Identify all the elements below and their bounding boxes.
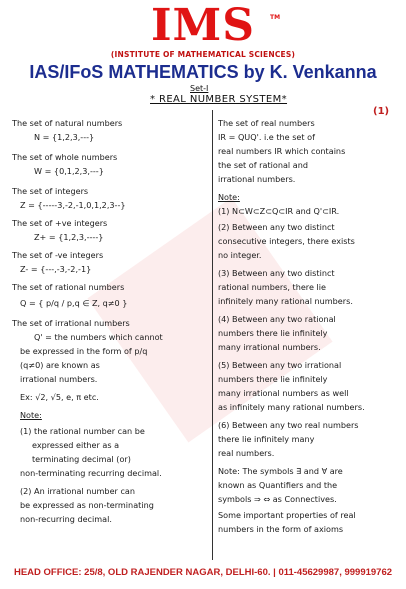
left-line: The set of irrational numbers [12, 318, 130, 328]
left-line: Q' = the numbers which cannot [34, 332, 163, 342]
right-line: (2) Between any two distinct [218, 222, 335, 232]
right-line: Some important properties of real [218, 510, 356, 520]
right-line: Note: [218, 192, 240, 202]
right-line: (4) Between any two rational [218, 314, 336, 324]
left-line: be expressed in the form of p/q [20, 346, 148, 356]
right-line: The set of real numbers [218, 118, 315, 128]
left-line: The set of natural numbers [12, 118, 123, 128]
right-line: many irrational numbers. [218, 342, 321, 352]
right-line: rational numbers, there lie [218, 282, 326, 292]
right-line: numbers there lie infinitely [218, 374, 328, 384]
left-line: W = {0,1,2,3,---} [34, 166, 104, 176]
right-line: there lie infinitely many [218, 434, 315, 444]
right-line: symbols ⇒ ⇔ as Connectives. [218, 494, 337, 504]
left-line: Z = {-----3,-2,-1,0,1,2,3--} [20, 200, 126, 210]
left-line: The set of whole numbers [12, 152, 118, 162]
left-line: non-recurring decimal. [20, 514, 112, 524]
ims-logo: IMS [150, 0, 256, 51]
left-line: Z+ = {1,2,3,----} [34, 232, 104, 242]
left-line: Ex: √2, √5, e, π etc. [20, 392, 99, 402]
left-line: terminating decimal (or) [32, 454, 131, 464]
left-line: The set of integers [12, 186, 89, 196]
right-line: IR = QUQ'. i.e the set of [218, 132, 315, 142]
right-line: Note: The symbols ∃ and ∀ are [218, 466, 343, 476]
page-number: (1) [373, 106, 390, 117]
left-line: (q≠0) are known as [20, 360, 100, 370]
right-line: consecutive integers, there exists [218, 236, 355, 246]
right-line: many irrational numbers as well [218, 388, 349, 398]
right-line: the set of rational and [218, 160, 308, 170]
left-line: N = {1,2,3,---} [34, 132, 95, 142]
left-line: Note: [20, 410, 42, 420]
chapter-title: * REAL NUMBER SYSTEM* [150, 94, 288, 105]
left-line: The set of -ve integers [12, 250, 104, 260]
right-line: numbers there lie infinitely [218, 328, 328, 338]
logo-container [0, 0, 406, 51]
left-line: non-terminating recurring decimal. [20, 468, 162, 478]
right-line: (3) Between any two distinct [218, 268, 335, 278]
right-line: infinitely many rational numbers. [218, 296, 353, 306]
left-line: The set of +ve integers [12, 218, 108, 228]
column-divider [212, 110, 213, 560]
right-line: known as Quantifiers and the [218, 480, 338, 490]
footer-address: HEAD OFFICE: 25/8, OLD RAJENDER NAGAR, DELHI-60. | 011-45629987, 999919762 [13, 567, 393, 578]
left-line: Q = { p/q / p,q ∈ Z, q≠0 } [20, 298, 128, 308]
left-line: The set of rational numbers [12, 282, 125, 292]
right-line: irrational numbers. [218, 174, 296, 184]
left-line: irrational numbers. [20, 374, 98, 384]
left-line: (1) the rational number can be [20, 426, 145, 436]
right-line: no integer. [218, 250, 262, 260]
left-line: Z- = {---,-3,-2,-1} [20, 264, 92, 274]
left-line: be expressed as non-terminating [20, 500, 154, 510]
institute-name: (INSTITUTE OF MATHEMATICAL SCIENCES) [110, 50, 296, 59]
right-line: (5) Between any two irrational [218, 360, 342, 370]
document-title: IAS/IFoS MATHEMATICS by K. Venkanna [29, 62, 377, 82]
right-line: real numbers IR which contains [218, 146, 346, 156]
right-line: (1) N⊂W⊂Z⊂Q⊂IR and Q'⊂IR. [218, 206, 340, 216]
set-label: Set-I [190, 84, 209, 93]
right-line: real numbers. [218, 448, 275, 458]
left-line: expressed either as a [32, 440, 120, 450]
left-line: (2) An irrational number can [20, 486, 135, 496]
right-line: (6) Between any two real numbers [218, 420, 359, 430]
right-line: as infinitely many rational numbers. [218, 402, 365, 412]
trademark-mark: TM [270, 14, 281, 21]
right-line: numbers in the form of axioms [218, 524, 344, 534]
